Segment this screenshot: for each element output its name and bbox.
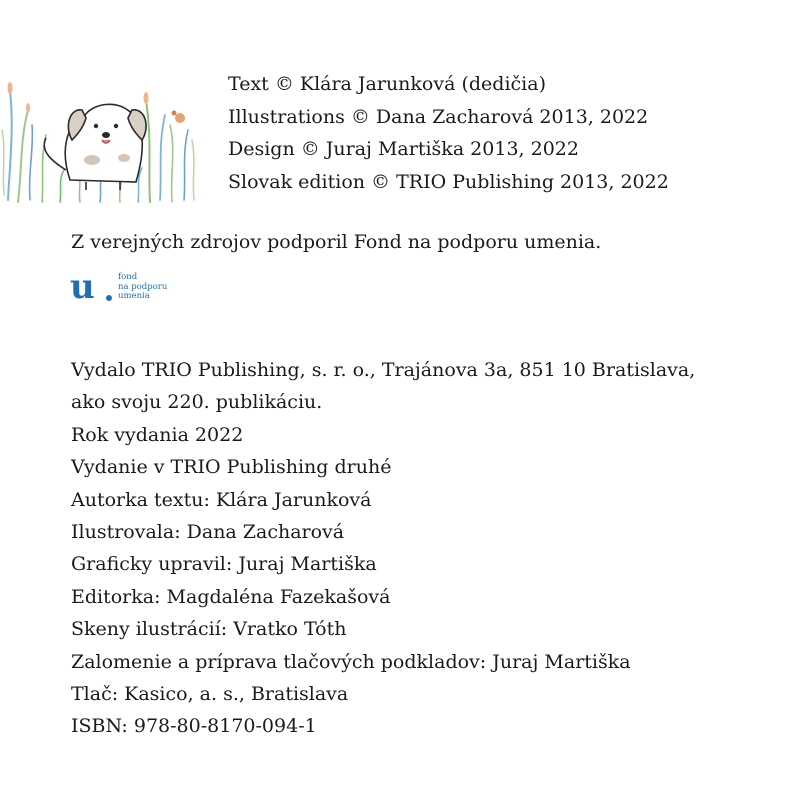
fund-logo <box>70 267 190 307</box>
imprint-year: Rok vydania 2022 <box>71 423 244 446</box>
fund-logo-wordmark <box>118 273 167 302</box>
imprint-scans: Skeny ilustrácií: Vratko Tóth <box>71 618 347 641</box>
copyright-design: Design © Juraj Martiška 2013, 2022 <box>228 138 579 160</box>
copyright-block <box>228 68 669 198</box>
imprint-publisher: Vydalo TRIO Publishing, s. r. o., Trajánova 3a, 851 10 Bratislava, <box>71 359 696 381</box>
imprint-editor: Editorka: Magdaléna Fazekašová <box>71 585 391 608</box>
funding-statement: Z verejných zdrojov podporil Fond na podporu umenia. <box>71 231 602 253</box>
fund-logo-dot <box>106 295 112 301</box>
fund-logo-word: fond <box>118 272 138 282</box>
imprint-publication-number: ako svoju 220. publikáciu. <box>71 391 323 414</box>
imprint-block <box>71 354 695 743</box>
fund-logo-word: na podporu <box>118 281 168 292</box>
imprint-isbn: ISBN: 978-80-8170-094-1 <box>71 715 317 738</box>
dog-in-grass-illustration <box>0 30 200 205</box>
imprint-printer: Tlač: Kasico, a. s., Bratislava <box>71 683 349 706</box>
copyright-illustrations: Illustrations © Dana Zacharová 2013, 2022 <box>228 105 649 128</box>
imprint-edition: Vydanie v TRIO Publishing druhé <box>71 456 392 479</box>
imprint-author: Autorka textu: Klára Jarunková <box>71 488 372 511</box>
imprint-illustrator: Ilustrovala: Dana Zacharová <box>71 521 345 544</box>
fund-logo-word: umenia <box>118 291 150 301</box>
imprint-typesetting: Zalomenie a príprava tlačových podkladov: Juraj Martiška <box>71 650 631 673</box>
copyright-text: Text © Klára Jarunková (dedičia) <box>228 73 546 95</box>
fund-logo-mark: u <box>70 267 95 307</box>
imprint-designer: Graficky upravil: Juraj Martiška <box>71 553 377 576</box>
copyright-edition: Slovak edition © TRIO Publishing 2013, 2022 <box>228 170 669 193</box>
